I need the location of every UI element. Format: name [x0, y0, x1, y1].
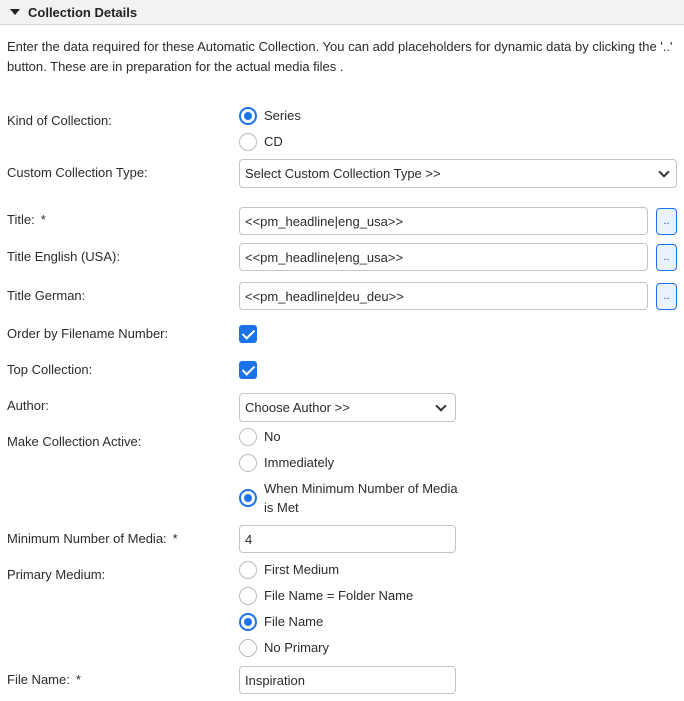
chevron-down-icon	[435, 400, 446, 411]
radio-cd-label[interactable]: CD	[264, 134, 283, 149]
file-name-label: File Name: *	[7, 672, 81, 687]
author-label: Author:	[7, 398, 49, 413]
order-by-filename-checkbox[interactable]	[239, 325, 257, 343]
radio-primary-file-name-label[interactable]: File Name	[264, 614, 324, 629]
author-select[interactable]	[239, 393, 456, 422]
radio-cd[interactable]	[239, 133, 257, 151]
title-english-placeholder-button[interactable]: ..	[656, 244, 677, 271]
chevron-down-icon	[658, 166, 669, 177]
radio-active-immediately-label[interactable]: Immediately	[264, 455, 335, 470]
top-collection-label: Top Collection:	[7, 362, 93, 377]
required-marker: *	[75, 672, 81, 687]
file-name-input[interactable]: Inspiration	[239, 666, 456, 694]
section-header[interactable]	[0, 0, 684, 25]
make-active-label: Make Collection Active:	[7, 434, 142, 449]
title-german-input[interactable]: <<pm_headline|deu_deu>>	[239, 282, 648, 310]
radio-active-min-media[interactable]	[239, 489, 257, 507]
title-german-label: Title German:	[7, 288, 86, 303]
section-title: Collection Details	[28, 4, 138, 20]
intro-text: Enter the data required for these Automatic Collection. You can add placeholders for dynamic data by clicking the '..' button. These are in preparation for the actual media files .	[7, 39, 673, 74]
title-label: Title: *	[7, 212, 46, 227]
order-by-filename-label: Order by Filename Number:	[7, 326, 169, 341]
radio-primary-no-primary[interactable]	[239, 639, 257, 657]
radio-primary-folder-name[interactable]	[239, 587, 257, 605]
custom-collection-type-value: Select Custom Collection Type >>	[245, 166, 441, 181]
radio-active-min-media-label-line2[interactable]: is Met	[264, 500, 299, 515]
radio-active-no[interactable]	[239, 428, 257, 446]
min-media-input[interactable]: 4	[239, 525, 456, 553]
radio-primary-file-name[interactable]	[239, 613, 257, 631]
radio-primary-no-primary-label[interactable]: No Primary	[264, 640, 330, 655]
radio-primary-first-medium[interactable]	[239, 561, 257, 579]
radio-primary-folder-name-label[interactable]: File Name = Folder Name	[264, 588, 414, 603]
title-english-label: Title English (USA):	[7, 249, 120, 264]
primary-medium-label: Primary Medium:	[7, 567, 106, 582]
required-marker: *	[40, 212, 46, 227]
radio-series[interactable]	[239, 107, 257, 125]
author-value: Choose Author >>	[245, 400, 350, 415]
min-media-label: Minimum Number of Media: *	[7, 531, 178, 546]
title-placeholder-button[interactable]: ..	[656, 208, 677, 235]
required-marker: *	[172, 531, 178, 546]
top-collection-checkbox[interactable]	[239, 361, 257, 379]
radio-active-no-label[interactable]: No	[264, 429, 281, 444]
kind-of-collection-label: Kind of Collection:	[7, 113, 112, 128]
title-english-input[interactable]: <<pm_headline|eng_usa>>	[239, 243, 648, 271]
radio-primary-first-medium-label[interactable]: First Medium	[264, 562, 340, 577]
radio-active-min-media-label-line1[interactable]: When Minimum Number of Media	[264, 481, 458, 496]
radio-series-label[interactable]: Series	[264, 108, 301, 123]
radio-active-immediately[interactable]	[239, 454, 257, 472]
custom-collection-type-select[interactable]	[239, 159, 677, 188]
title-german-placeholder-button[interactable]: ..	[656, 283, 677, 310]
caret-down-icon[interactable]	[10, 9, 20, 15]
title-input[interactable]: <<pm_headline|eng_usa>>	[239, 207, 648, 235]
custom-collection-type-label: Custom Collection Type:	[7, 165, 148, 180]
